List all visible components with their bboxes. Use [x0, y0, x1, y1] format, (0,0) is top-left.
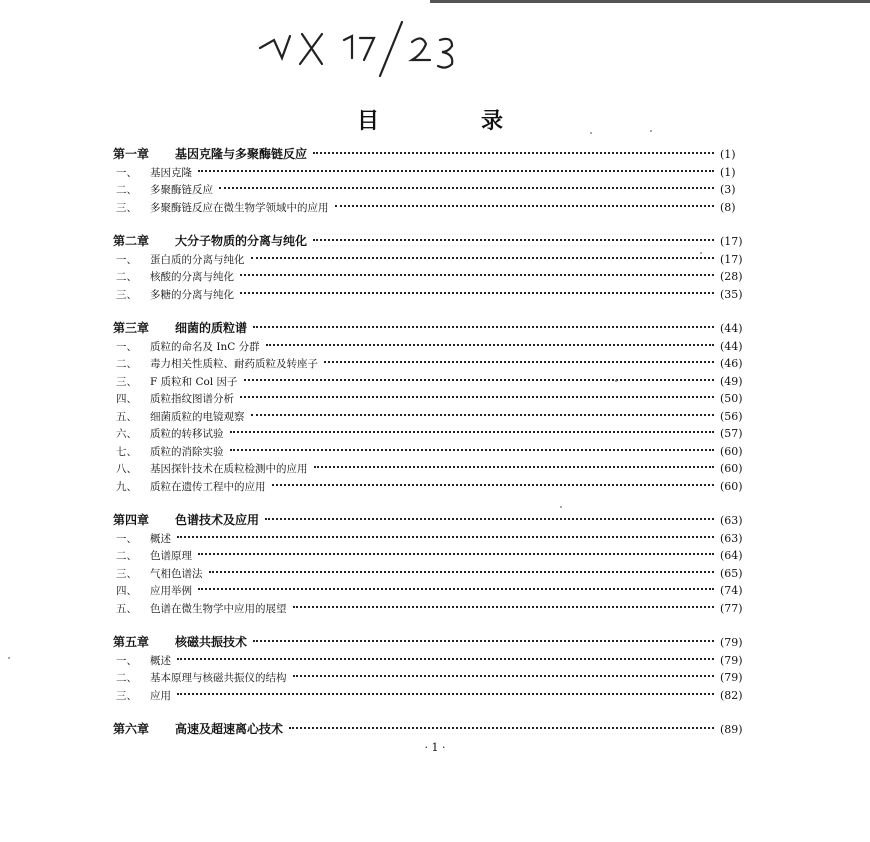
section-page: (1) [720, 165, 736, 179]
section-title: 蛋白质的分离与纯化 [150, 253, 245, 266]
section-row [113, 408, 756, 426]
chapter-number: 第二章 [113, 234, 150, 248]
section-title: 多糖的分离与纯化 [150, 288, 234, 301]
section-number: 三、 [116, 375, 137, 388]
section-title: 基因克隆 [150, 166, 192, 179]
section-page: (74) [720, 584, 743, 597]
dot-leader [251, 414, 715, 416]
section-page: (60) [720, 444, 743, 458]
section-title: F 质粒和 Col 因子 [150, 375, 238, 388]
section-number: 六、 [116, 428, 137, 440]
chapter-number: 第五章 [113, 635, 150, 649]
section-label [113, 531, 171, 549]
section-title: 核酸的分离与纯化 [150, 271, 234, 283]
chapter-row [113, 146, 756, 164]
dot-leader [314, 466, 715, 468]
section-page: (77) [720, 601, 743, 615]
section-page: (3) [720, 183, 736, 196]
section-label [113, 461, 308, 479]
section-row [113, 355, 756, 373]
section-number: 八、 [116, 463, 137, 475]
dot-leader [266, 344, 714, 346]
section-row [113, 199, 756, 217]
section-page: (60) [720, 462, 743, 475]
dot-leader [209, 571, 715, 573]
section-title: 基本原理与核磁共振仪的结构 [150, 672, 287, 684]
page-number: · 1 · [424, 741, 446, 754]
section-title: 应用举例 [150, 585, 192, 597]
section-label [113, 426, 224, 444]
section-number: 二、 [116, 271, 137, 283]
dot-leader [240, 274, 714, 276]
section-page: (64) [720, 549, 743, 562]
dot-leader [293, 675, 715, 677]
section-number: 一、 [116, 532, 137, 545]
section-label [113, 548, 192, 566]
section-title: 质粒的命名及 InC 分群 [150, 340, 260, 353]
dot-leader [198, 170, 714, 172]
section-page: (49) [720, 374, 743, 388]
section-number: 二、 [116, 672, 137, 684]
dot-leader [253, 326, 714, 328]
section-number: 三、 [116, 689, 137, 702]
chapter-label [113, 233, 307, 251]
section-label [113, 566, 203, 584]
section-title: 质粒在遗传工程中的应用 [150, 480, 266, 493]
section-title: 质粒指纹图谱分析 [150, 393, 234, 405]
dot-leader [272, 484, 715, 486]
chapter-title: 高速及超速离心技术 [175, 722, 284, 736]
chapter-label [113, 146, 307, 164]
handwritten-note [252, 18, 482, 78]
dot-leader [230, 431, 715, 433]
chapter-number: 第四章 [113, 513, 150, 527]
chapter-label [113, 512, 259, 530]
chapter-row [113, 721, 756, 739]
section-number: 三、 [116, 567, 137, 580]
section-row [113, 268, 756, 286]
section-label [113, 182, 213, 200]
section-page: (56) [720, 409, 743, 423]
dot-leader [251, 257, 715, 259]
section-label [113, 356, 318, 374]
chapter-title: 色谱技术及应用 [175, 513, 260, 527]
section-row [113, 164, 756, 182]
section-number: 七、 [116, 445, 137, 458]
dot-leader [230, 449, 715, 451]
section-title: 概述 [150, 654, 171, 667]
section-page: (28) [720, 270, 743, 283]
section-page: (50) [720, 392, 743, 405]
section-label [113, 287, 234, 305]
section-label [113, 252, 245, 270]
section-label [113, 409, 245, 427]
dot-leader [244, 379, 714, 381]
section-row [113, 652, 756, 670]
dot-leader [198, 588, 714, 590]
dot-leader [324, 361, 714, 363]
section-page: (35) [720, 287, 743, 301]
section-number: 五、 [116, 410, 137, 423]
section-page: (46) [720, 357, 743, 370]
section-label [113, 200, 329, 218]
section-title: 质粒的转移试验 [150, 428, 224, 440]
section-row [113, 530, 756, 548]
section-label [113, 653, 171, 671]
chapter-page: (17) [720, 235, 743, 248]
section-title: 质粒的消除实验 [150, 445, 224, 458]
section-number: 一、 [116, 166, 137, 179]
section-row [113, 687, 756, 705]
section-row [113, 181, 756, 199]
section-page: (60) [720, 479, 743, 493]
section-row [113, 425, 756, 443]
section-title: 基因探针技术在质粒检测中的应用 [150, 463, 308, 475]
page-title: 目 录 [356, 109, 543, 134]
dot-leader [177, 693, 714, 695]
dot-leader [335, 205, 715, 207]
dot-leader [313, 239, 714, 241]
section-row [113, 251, 756, 269]
section-row [113, 582, 756, 600]
chapter-label [113, 320, 247, 338]
section-number: 五、 [116, 602, 137, 615]
chapter-row [113, 512, 756, 530]
dot-leader [198, 553, 714, 555]
chapter-title: 细菌的质粒谱 [175, 321, 248, 335]
section-row [113, 460, 756, 478]
dot-leader [265, 518, 714, 520]
section-page: (57) [720, 427, 743, 440]
section-title: 应用 [150, 689, 171, 702]
chapter-title: 大分子物质的分离与纯化 [175, 234, 308, 248]
section-page: (8) [720, 200, 736, 214]
chapter-number: 第三章 [113, 321, 150, 335]
dot-leader [219, 187, 714, 189]
chapter-page: (1) [720, 148, 736, 161]
chapter-label [113, 634, 247, 652]
section-title: 气相色谱法 [150, 567, 203, 580]
section-number: 一、 [116, 340, 137, 353]
section-row [113, 390, 756, 408]
section-page: (44) [720, 339, 743, 353]
dot-leader [240, 396, 714, 398]
chapter-row [113, 320, 756, 338]
section-number: 九、 [116, 480, 137, 493]
section-number: 一、 [116, 253, 137, 266]
chapter-number: 第一章 [113, 147, 150, 161]
section-number: 三、 [116, 201, 137, 214]
section-number: 三、 [116, 288, 137, 301]
table-of-contents [113, 146, 756, 739]
chapter-row [113, 634, 756, 652]
dot-leader [177, 658, 714, 660]
chapter-page: (63) [720, 514, 743, 527]
section-page: (17) [720, 252, 743, 266]
section-title: 细菌质粒的电镜观察 [150, 410, 245, 423]
scan-edge-line [430, 0, 870, 3]
section-page: (65) [720, 566, 743, 580]
section-label [113, 583, 192, 601]
dot-leader [293, 606, 715, 608]
section-number: 一、 [116, 654, 137, 667]
chapter-number: 第六章 [113, 722, 150, 736]
section-row [113, 338, 756, 356]
section-number: 二、 [116, 358, 137, 370]
section-label [113, 444, 224, 462]
section-row [113, 286, 756, 304]
section-label [113, 688, 171, 706]
section-title: 色谱在微生物学中应用的展望 [150, 602, 287, 615]
chapter-row [113, 233, 756, 251]
section-row [113, 547, 756, 565]
section-row [113, 373, 756, 391]
dot-leader [313, 152, 714, 154]
section-number: 四、 [116, 393, 137, 405]
section-title: 概述 [150, 532, 171, 545]
section-page: (79) [720, 653, 743, 667]
section-label [113, 339, 260, 357]
section-label [113, 479, 266, 497]
chapter-label [113, 721, 283, 739]
chapter-page: (44) [720, 322, 743, 335]
dot-leader [240, 292, 714, 294]
chapter-page: (79) [720, 636, 743, 649]
chapter-title: 核磁共振技术 [175, 635, 248, 649]
section-title: 色谱原理 [150, 550, 192, 562]
section-label [113, 391, 234, 409]
section-row [113, 565, 756, 583]
section-page: (63) [720, 531, 743, 545]
chapter-title: 基因克隆与多聚酶链反应 [175, 147, 308, 161]
dot-leader [177, 536, 714, 538]
section-label [113, 165, 192, 183]
chapter-page: (89) [720, 723, 743, 736]
section-row [113, 443, 756, 461]
section-title: 毒力相关性质粒、耐药质粒及转座子 [150, 358, 318, 370]
section-page: (82) [720, 688, 743, 702]
section-label [113, 670, 287, 688]
section-title: 多聚酶链反应 [150, 184, 213, 196]
dot-leader [289, 727, 714, 729]
dot-leader [253, 640, 714, 642]
section-row [113, 669, 756, 687]
section-number: 四、 [116, 585, 137, 597]
section-page: (79) [720, 671, 743, 684]
section-label [113, 601, 287, 619]
section-row [113, 600, 756, 618]
section-number: 二、 [116, 550, 137, 562]
section-title: 多聚酶链反应在微生物学领域中的应用 [150, 201, 329, 214]
section-number: 二、 [116, 184, 137, 196]
section-label [113, 269, 234, 287]
section-label [113, 374, 238, 392]
section-row [113, 478, 756, 496]
